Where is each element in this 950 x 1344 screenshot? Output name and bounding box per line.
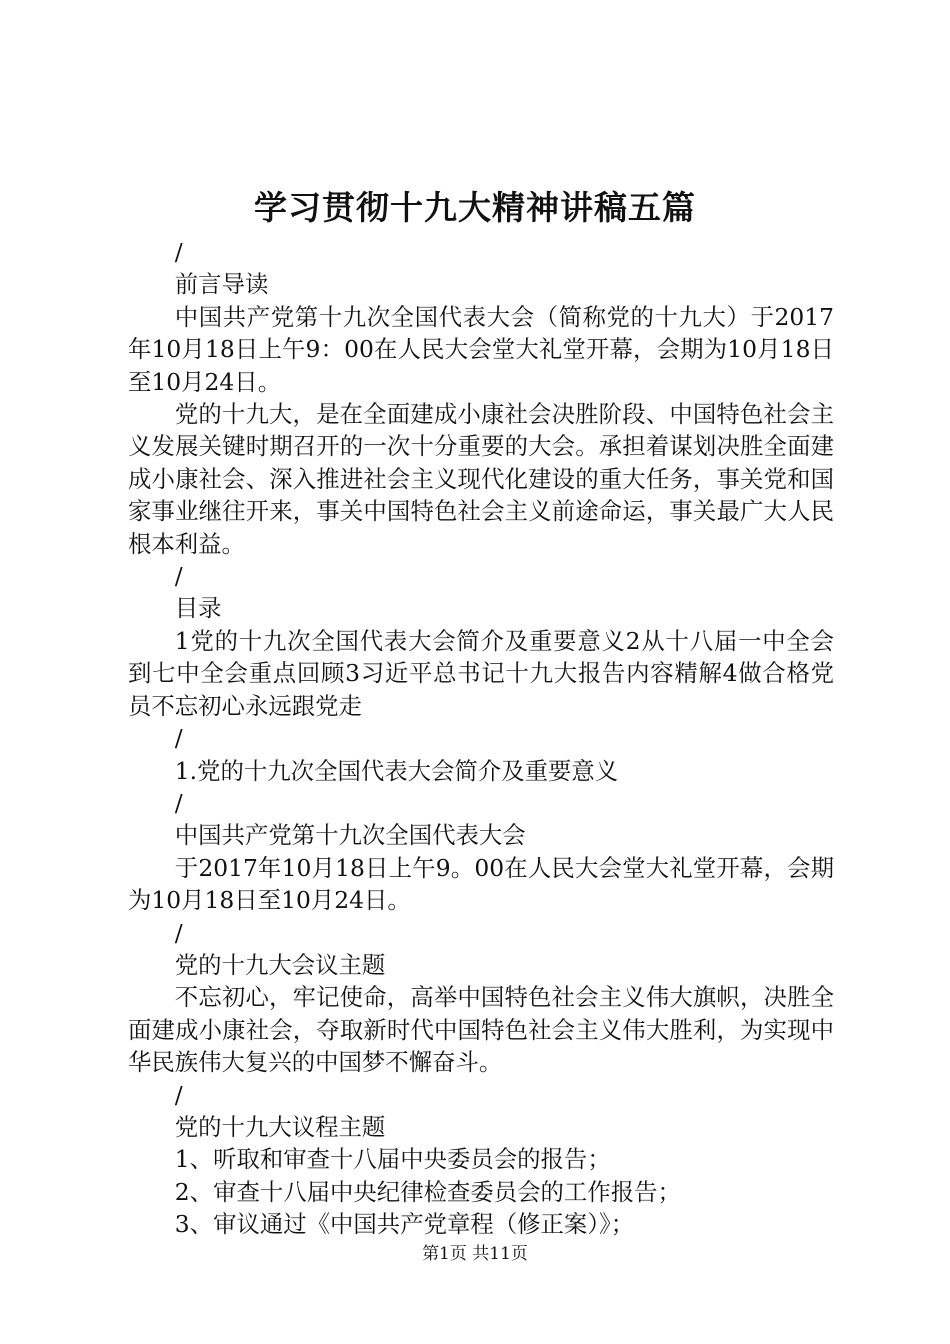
- section-heading-preface: 前言导读: [174, 270, 269, 299]
- document-body: [128, 236, 834, 1241]
- agenda-item-2: 2、审查十八届中央纪律检查委员会的工作报告；: [174, 1177, 681, 1206]
- paragraph-intro: 中国共产党第十九次全国代表大会（简称党的十九大）于2017年10月18日上午9：00在人民大会堂大礼堂开幕，会期为10月18日至10月24日。: [128, 302, 834, 396]
- subheading-congress: 中国共产党第十九次全国代表大会: [174, 821, 526, 850]
- page-number-footer: 第1页 共11页: [422, 1244, 528, 1264]
- agenda-item-1: 1、听取和审查十八届中央委员会的报告；: [174, 1145, 611, 1174]
- paragraph-congress-date: 于2017年10月18日上午9。00在人民大会堂大礼堂开幕，会期为10月18日至10月24日。: [128, 853, 834, 915]
- document-title: 学习贯彻十九大精神讲稿五篇: [254, 188, 696, 227]
- subheading-theme: 党的十九大会议主题: [174, 950, 386, 979]
- paragraph-significance: 党的十九大，是在全面建成小康社会决胜阶段、中国特色社会主义发展关键时期召开的一次十分重要的大会。承担着谋划决胜全面建成小康社会、深入推进社会主义现代化建设的重大任务，事关党和国家事业继往开来，事关中国特色社会主义前途命运，事关最广大人民根本利益。: [128, 400, 834, 558]
- subheading-agenda: 党的十九大议程主题: [174, 1112, 386, 1141]
- agenda-item-3: 3、审议通过《中国共产党章程（修正案）》；: [174, 1210, 635, 1239]
- separator-slash: /: [174, 238, 183, 266]
- section-heading-1: 1.党的十九次全国代表大会简介及重要意义: [174, 756, 619, 785]
- section-heading-contents: 目录: [174, 594, 222, 623]
- separator-slash: /: [174, 562, 183, 591]
- separator-slash: /: [174, 788, 183, 817]
- separator-slash: /: [174, 724, 183, 753]
- separator-slash: /: [174, 918, 183, 947]
- separator-slash: /: [174, 1080, 183, 1109]
- paragraph-theme: 不忘初心，牢记使命，高举中国特色社会主义伟大旗帜，决胜全面建成小康社会，夺取新时代中国特色社会主义伟大胜利，为实现中华民族伟大复兴的中国梦不懈奋斗。: [128, 983, 834, 1077]
- paragraph-contents-list: 1党的十九次全国代表大会简介及重要意义2从十八届一中全会到七中全会重点回顾3习近平总书记十九大报告内容精解4做合格党员不忘初心永远跟党走: [128, 626, 834, 720]
